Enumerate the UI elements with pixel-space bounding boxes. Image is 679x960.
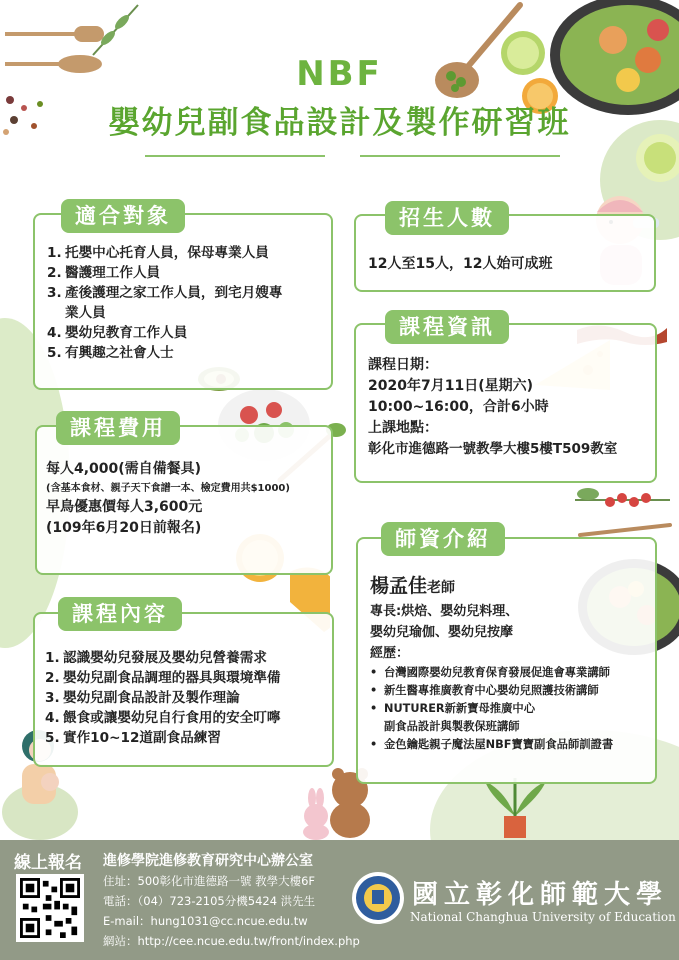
bullet: • — [370, 738, 378, 751]
fee-early-bird: 早鳥優惠價每人3,600元 — [46, 499, 203, 515]
university-name-zh: 國立彰化師範大學 — [412, 880, 669, 910]
university-emblem-icon — [350, 870, 406, 926]
list-number: 3. — [47, 285, 62, 301]
experience-item — [370, 682, 613, 700]
teacher-section — [356, 537, 657, 784]
experience-text: 金色鑰匙親子魔法屋NBF寶寶副食品師訓證書 — [384, 738, 614, 751]
list-text: 產後護理之家工作人員，到宅月嫂專業人員 — [65, 285, 283, 321]
title-en: NBF — [296, 54, 383, 94]
content-heading: 課程內容 — [58, 597, 182, 631]
course-date: 2020年7月11日(星期六) — [368, 378, 533, 394]
experience-list — [370, 664, 613, 754]
enrollment-heading: 招生人數 — [385, 201, 509, 235]
office-address: 住址：500彰化市進德路一號 教學大樓6F — [103, 874, 316, 888]
audience-item — [47, 283, 292, 323]
course-info-heading: 課程資訊 — [385, 310, 509, 344]
teacher-title: 老師 — [427, 580, 456, 596]
content-section — [33, 612, 334, 767]
experience-text: 台灣國際嬰幼兒教育保育發展促進會專業講師 — [384, 666, 610, 679]
date-label: 課程日期： — [368, 357, 438, 373]
list-text: 嬰幼兒副食品調理的器具與環境準備 — [63, 670, 281, 686]
content-item — [45, 648, 335, 668]
list-number: 1. — [45, 650, 60, 666]
title-rule-right — [360, 155, 560, 157]
experience-item — [370, 700, 613, 718]
fee-note: (含基本食材、親子天下食譜一本、檢定費用共$1000) — [46, 483, 290, 494]
course-info-section — [354, 323, 657, 483]
teacher-name-line — [370, 573, 613, 601]
fee-deadline: (109年6月20日前報名) — [46, 520, 202, 536]
online-signup-label: 線上報名 — [14, 853, 82, 873]
list-number: 5. — [45, 730, 60, 746]
fee-heading: 課程費用 — [56, 411, 180, 445]
experience-text: NUTURER新新寶母推廣中心 — [384, 702, 535, 715]
list-text: 嬰幼兒副食品設計及製作理論 — [63, 690, 240, 706]
office-email[interactable]: E-mail：hung1031@cc.ncue.edu.tw — [103, 914, 308, 928]
list-number: 2. — [45, 670, 60, 686]
list-number: 2. — [47, 265, 62, 281]
herb-sprig-illustration — [88, 0, 148, 60]
bullet: • — [370, 666, 378, 679]
audience-item — [47, 263, 292, 283]
audience-item — [47, 323, 292, 343]
list-number: 1. — [47, 245, 62, 261]
bullet — [370, 718, 384, 736]
audience-heading: 適合對象 — [61, 199, 185, 233]
bullet: • — [370, 702, 378, 715]
bullet: • — [370, 684, 378, 697]
list-text: 嬰幼兒教育工作人員 — [65, 325, 188, 341]
university-name-en: National Changhua University of Education — [410, 910, 676, 924]
list-text: 托嬰中心托育人員，保母專業人員 — [65, 245, 269, 261]
teacher-specialty-2: 嬰幼兒瑜伽、嬰幼兒按摩 — [370, 625, 514, 640]
experience-item — [370, 736, 613, 754]
audience-list — [47, 243, 292, 363]
office-name: 進修學院進修教育研究中心辦公室 — [103, 853, 313, 869]
teacher-specialty-1: 專長:烘焙、嬰幼兒料理、 — [370, 604, 519, 619]
list-number: 4. — [45, 710, 60, 726]
list-number: 4. — [47, 325, 62, 341]
office-phone: 電話：（04）723-2105分機5424 洪先生 — [103, 894, 316, 908]
teacher-name: 楊孟佳 — [370, 575, 428, 597]
experience-item — [370, 664, 613, 682]
content-item — [45, 708, 335, 728]
page-title: 嬰幼兒副食品設計及製作研習班 — [108, 105, 571, 141]
qr-code[interactable] — [16, 874, 84, 942]
potted-plant-illustration — [480, 776, 550, 840]
experience-item — [370, 718, 613, 736]
place-label: 上課地點： — [368, 420, 438, 436]
audience-section — [33, 213, 333, 390]
list-text: 餵食或讓嬰幼兒自行食用的安全叮嚀 — [63, 710, 281, 726]
content-item — [45, 688, 335, 708]
experience-text: 新生醫專推廣教育中心嬰幼兒照護技術講師 — [384, 684, 599, 697]
teacher-heading: 師資介紹 — [381, 522, 505, 556]
experience-text: 副食品設計與製教保班講師 — [384, 720, 520, 733]
content-item — [45, 668, 335, 688]
course-time: 10:00~16:00，合計6小時 — [368, 399, 549, 415]
audience-item — [47, 243, 292, 263]
list-text: 實作10~12道副食品練習 — [63, 730, 221, 746]
list-text: 醫護理工作人員 — [65, 265, 161, 281]
experience-label: 經歷： — [370, 646, 410, 661]
fee-price: 每人4,000(需自備餐具) — [46, 461, 202, 477]
list-text: 有興趣之社會人士 — [65, 345, 174, 361]
office-website[interactable]: 網站：http://cee.ncue.edu.tw/front/index.php — [103, 934, 360, 948]
title-rule-left — [145, 155, 325, 157]
qr-code-icon — [20, 878, 80, 938]
enrollment-text: 12人至15人，12人始可成班 — [368, 256, 553, 272]
fee-section — [35, 425, 333, 575]
content-list — [45, 648, 335, 748]
list-text: 認識嬰幼兒發展及嬰幼兒營養需求 — [63, 650, 267, 666]
list-number: 3. — [45, 690, 60, 706]
content-item — [45, 728, 335, 748]
audience-item — [47, 343, 292, 363]
list-number: 5. — [47, 345, 62, 361]
course-place: 彰化市進德路一號教學大樓5樓T509教室 — [368, 441, 618, 457]
